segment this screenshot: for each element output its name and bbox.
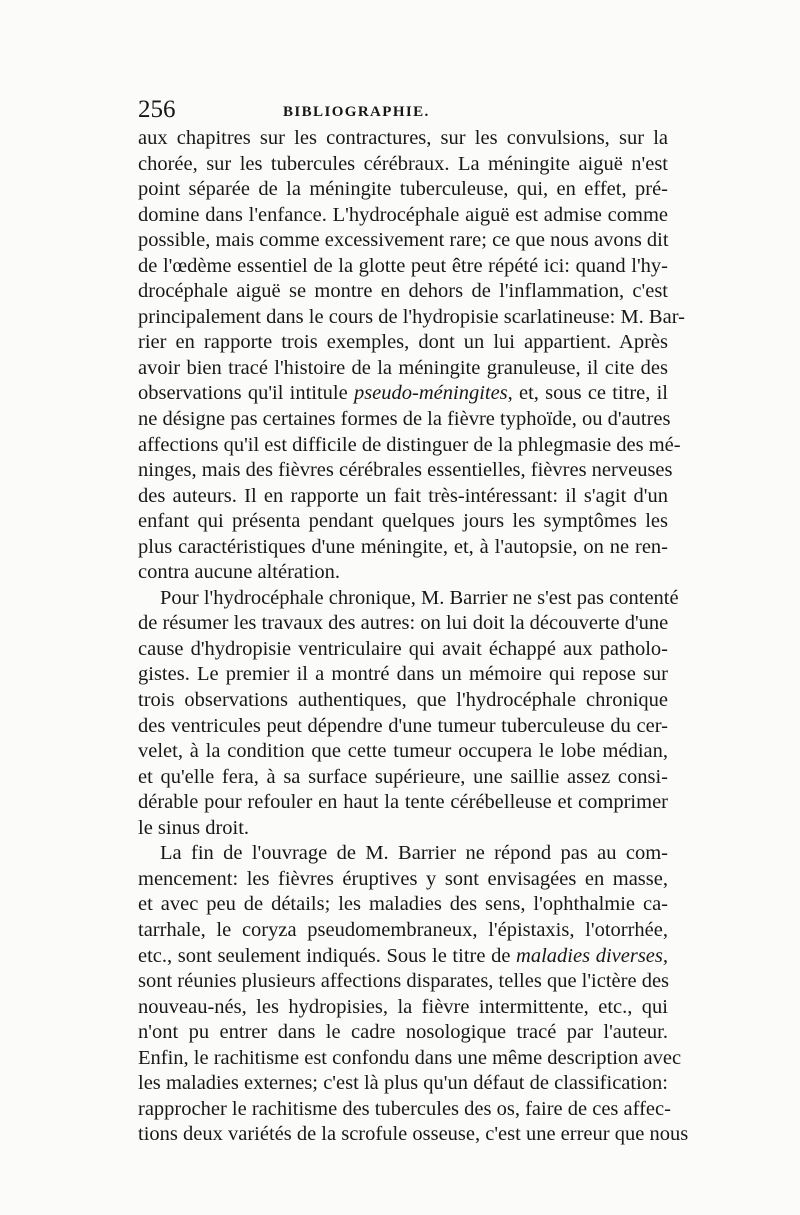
running-head xyxy=(138,93,668,127)
text-line: velet, à la condition que cette tumeur occupera le lobe médian, xyxy=(138,740,668,763)
text-line: cause d'hydropisie ventriculaire qui avait échappé aux patholo- xyxy=(138,637,668,660)
text-line xyxy=(138,944,668,970)
text-line: drocéphale aiguë se montre en dehors de l'inflammation, c'est xyxy=(138,280,668,303)
italic-term: pseudo-méningites xyxy=(353,382,508,405)
text-segment: observations qu'il intitule xyxy=(138,382,354,405)
text-line: n'ont pu entrer dans le cadre nosologique tracé par l'auteur. xyxy=(138,1021,668,1044)
text-line xyxy=(138,381,668,407)
text-line: affections qu'il est difficile de distinguer de la phlegmasie des mé- xyxy=(138,433,681,456)
text-line: avoir bien tracé l'histoire de la méningite granuleuse, il cite des xyxy=(138,356,668,379)
text-line: les maladies externes; c'est là plus qu'un défaut de classification: xyxy=(138,1072,668,1095)
text-line: enfant qui présenta pendant quelques jours les symptômes les xyxy=(138,510,668,533)
text-line: principalement dans le cours de l'hydropisie scarlatineuse: M. Bar- xyxy=(138,305,685,328)
text-line: trois observations authentiques, que l'hydrocéphale chronique xyxy=(138,689,668,712)
paragraph-start: La fin de l'ouvrage de M. Barrier ne répond pas au com- xyxy=(160,842,668,865)
text-line: rier en rapporte trois exemples, dont un lui appartient. Après xyxy=(138,331,668,354)
text-line: des ventricules peut dépendre d'une tumeur tuberculeuse du cer- xyxy=(138,714,668,737)
body-text xyxy=(138,126,689,1148)
text-line: de l'œdème essentiel de la glotte peut être répété ici: quand l'hy- xyxy=(138,254,668,277)
paragraph-start: Pour l'hydrocéphale chronique, M. Barrier ne s'est pas contenté xyxy=(160,586,679,609)
text-line: chorée, sur les tubercules cérébraux. La méningite aiguë n'est xyxy=(138,152,668,175)
text-line: mencement: les fièvres éruptives y sont envisagées en masse, xyxy=(138,867,668,890)
text-line: dérable pour refouler en haut la tente cérébelleuse et comprimer xyxy=(138,791,668,814)
text-line: rapprocher le rachitisme des tubercules des os, faire de ces affec- xyxy=(138,1097,671,1120)
text-line: nouveau-nés, les hydropisies, la fièvre intermittente, etc., qui xyxy=(138,995,668,1018)
text-line: point séparée de la méningite tuberculeuse, qui, en effet, pré- xyxy=(138,178,668,201)
text-line: sont réunies plusieurs affections disparates, telles que l'ictère des xyxy=(138,970,670,993)
text-line: domine dans l'enfance. L'hydrocéphale aiguë est admise comme xyxy=(138,203,668,226)
text-line: le sinus droit. xyxy=(138,816,250,839)
text-line: ninges, mais des fièvres cérébrales essentielles, fièvres nerveuses xyxy=(138,459,673,482)
text-line: tions deux variétés de la scrofule osseuse, c'est une erreur que nous xyxy=(138,1123,689,1146)
text-line: de résumer les travaux des autres: on lui doit la découverte d'une xyxy=(138,612,669,635)
text-segment: etc., sont seulement indiqués. Sous le titre de xyxy=(138,944,517,967)
text-line: possible, mais comme excessivement rare; ce que nous avons dit xyxy=(138,229,669,252)
page-number: 256 xyxy=(138,96,176,123)
text-line: et qu'elle fera, à sa surface supérieure, une saillie assez consi- xyxy=(138,765,668,788)
text-line: gistes. Le premier il a montré dans un mémoire qui repose sur xyxy=(138,663,668,686)
text-line: ne désigne pas certaines formes de la fièvre typhoïde, ou d'autres xyxy=(138,408,671,431)
text-line: tarrhale, le coryza pseudomembraneux, l'épistaxis, l'otorrhée, xyxy=(138,918,668,941)
italic-term: maladies diverses, xyxy=(516,944,668,967)
text-line: contra aucune altération. xyxy=(138,561,341,584)
text-segment: , et, sous ce titre, il xyxy=(507,382,668,405)
running-title: BIBLIOGRAPHIE. xyxy=(283,104,430,120)
text-line: aux chapitres sur les contractures, sur les convulsions, sur la xyxy=(138,127,668,149)
text-line: plus caractéristiques d'une méningite, et, à l'autopsie, on ne ren- xyxy=(138,535,668,558)
text-line: et avec peu de détails; les maladies des sens, l'ophthalmie ca- xyxy=(138,893,668,916)
text-line: des auteurs. Il en rapporte un fait très-intéressant: il s'agit d'un xyxy=(138,484,668,507)
text-line: Enfin, le rachitisme est confondu dans une même description avec xyxy=(138,1046,682,1069)
